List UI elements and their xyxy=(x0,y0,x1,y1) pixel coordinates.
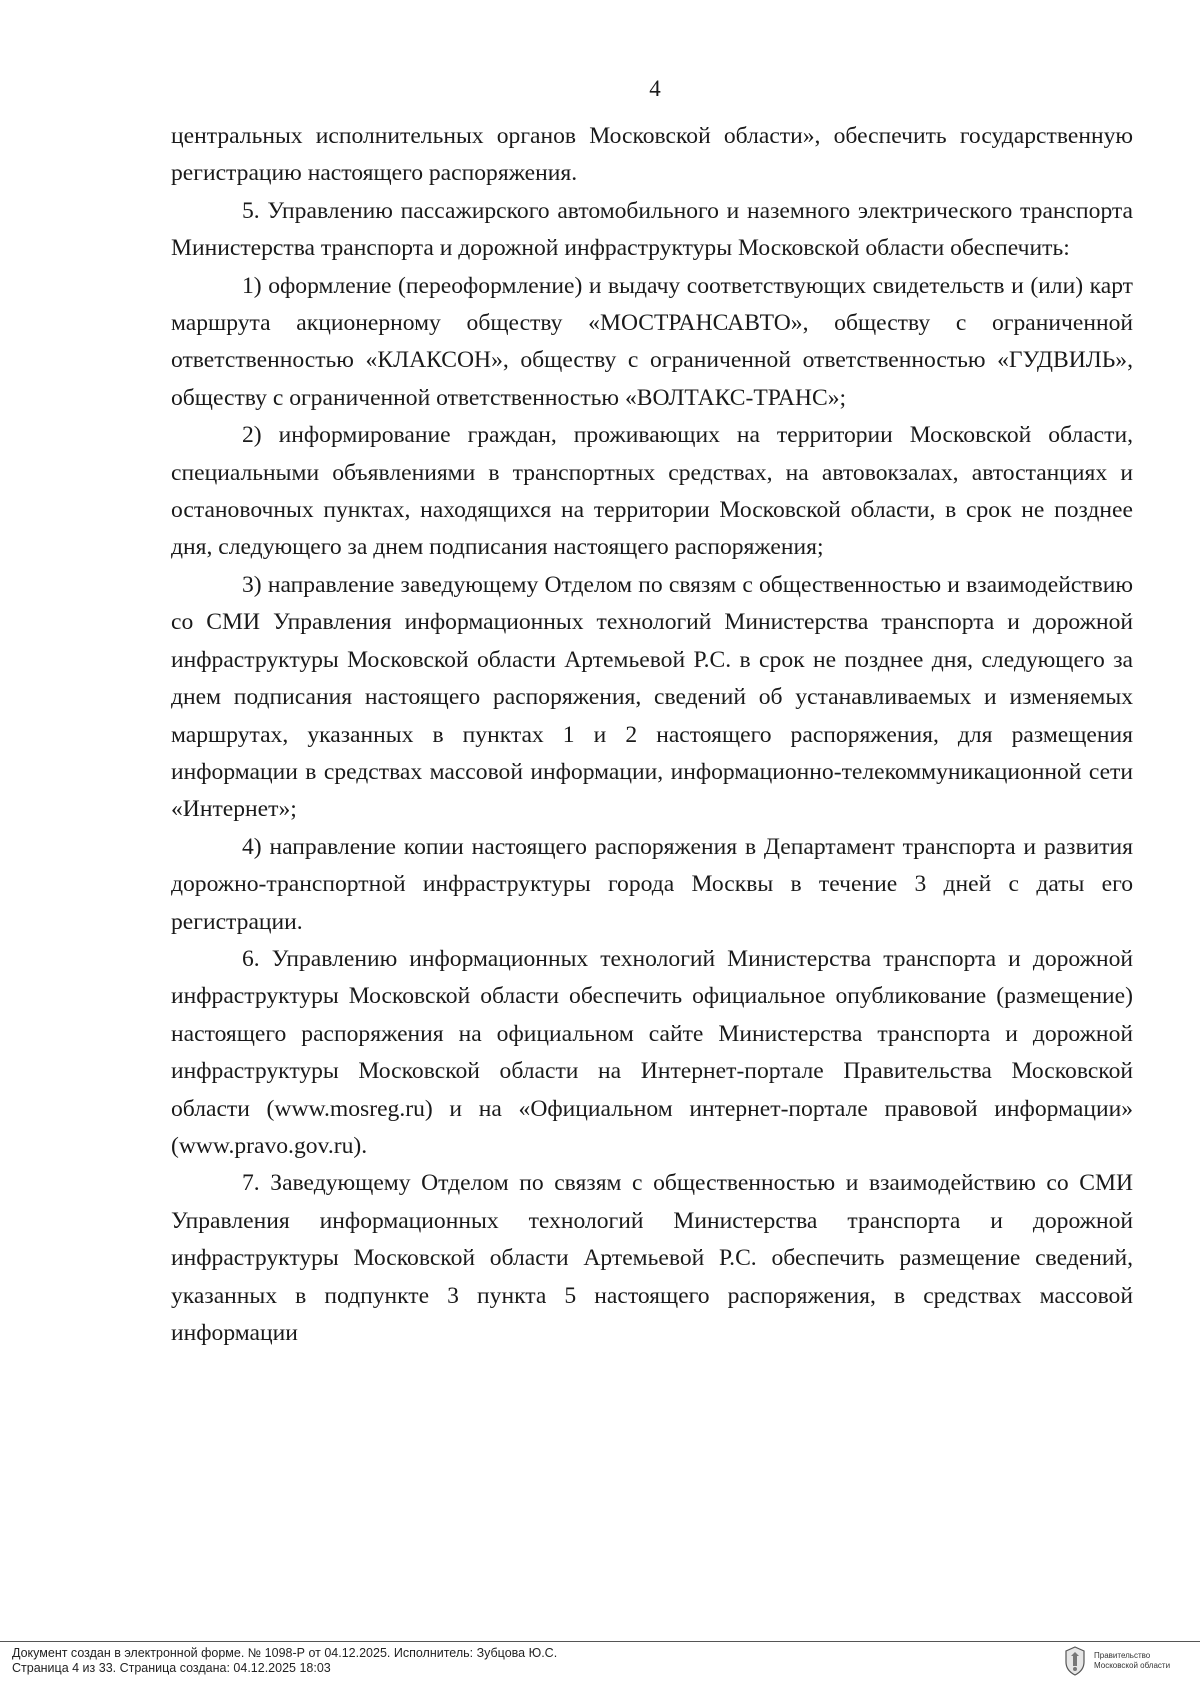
logo-caption-line: Московской области xyxy=(1094,1661,1171,1670)
logo-caption-line: Правительство xyxy=(1094,1651,1151,1660)
page-number: 4 xyxy=(649,76,661,101)
paragraph: 7. Заведующему Отделом по связям с общественностью и взаимодействию со СМИ Управления информационных технологий Министерства транспорта и дорожной инфраструктуры Московской области Артемьевой Р.С. обеспечить размещение сведений, указанных в подпункте 3 пункта 5 настоящего распоряжения, в средствах массовой информации xyxy=(171,1170,1133,1346)
paragraph: 5. Управлению пассажирского автомобильного и наземного электрического транспорта Министерства транспорта и дорожной инфраструктуры Московской области обеспечить: xyxy=(171,197,1133,262)
paragraph: 2) информирование граждан, проживающих на территории Московской области, специальными объявлениями в транспортных средствах, на автовокзалах, автостанциях и остановочных пунктах, находящихся на территории Московской области, в срок не позднее дня, следующего за днем подписания настоящего распоряжения; xyxy=(171,422,1133,561)
paragraph: 1) оформление (переоформление) и выдачу соответствующих свидетельств и (или) карт маршрута акционерному обществу «МОСТРАНСАВТО», обществу с ограниченной ответственностью «КЛАКСОН», обществу с ограниченной ответственностью «ГУДВИЛЬ», обществу с ограниченной ответственностью «ВОЛТАКС-ТРАНС»; xyxy=(171,272,1133,411)
paragraph: 6. Управлению информационных технологий Министерства транспорта и дорожной инфраструктуры Московской области обеспечить официальное опубликование (размещение) настоящего распоряжения на официальном сайте Министерства транспорта и дорожной инфраструктуры Московской области на Интернет-портале Правительства Московской области (www.mosreg.ru) и на «Официальном интернет-портале правовой информации» (www.pravo.gov.ru). xyxy=(171,945,1133,1159)
paragraph: 3) направление заведующему Отделом по связям с общественностью и взаимодействию со СМИ Управления информационных технологий Министерства транспорта и дорожной инфраструктуры Московской области Артемьевой Р.С. в срок не позднее дня, следующего за днем подписания настоящего распоряжения, сведений об устанавливаемых и изменяемых маршрутах, указанных в пунктах 1 и 2 настоящего распоряжения, для размещения информации в средствах массовой информации, информационно-телекоммуникационной сети «Интернет»; xyxy=(171,571,1133,823)
paragraph: 4) направление копии настоящего распоряжения в Департамент транспорта и развития дорожно-транспортной инфраструктуры города Москвы в течение 3 дней с даты его регистрации. xyxy=(171,833,1133,935)
document-body xyxy=(171,118,1133,1352)
coat-of-arms-icon xyxy=(1064,1646,1086,1676)
footer-document-info xyxy=(12,1646,557,1676)
paragraph: центральных исполнительных органов Московской области», обеспечить государственную регистрацию настоящего распоряжения. xyxy=(171,123,1133,187)
logo-caption xyxy=(1094,1651,1170,1671)
footer-page-line: Страница 4 из 33. Страница создана: 04.12.2025 18:03 xyxy=(12,1661,331,1675)
footer-divider xyxy=(0,1641,1200,1642)
footer-document-line: Документ создан в электронной форме. № 1098-Р от 04.12.2025. Исполнитель: Зубцова Ю.С. xyxy=(12,1646,558,1660)
government-logo xyxy=(1064,1646,1170,1676)
